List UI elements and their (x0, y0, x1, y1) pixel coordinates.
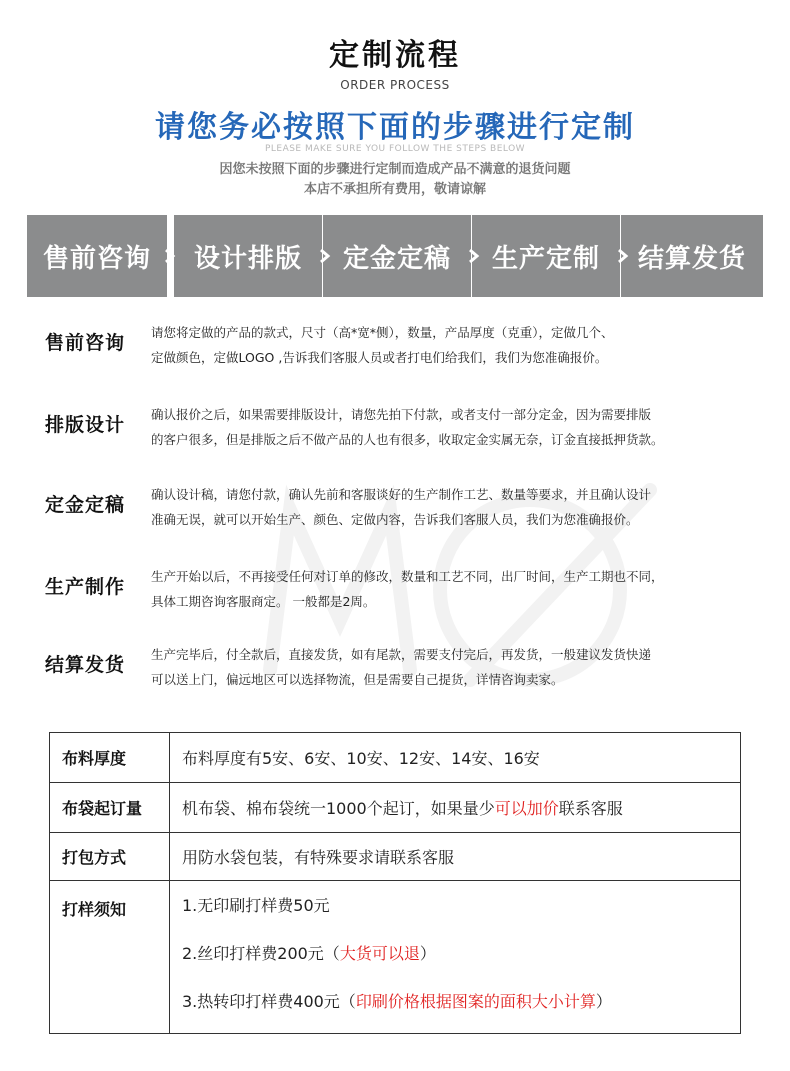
sample-highlight: 印刷价格根据图案的面积大小计算 (355, 992, 596, 1011)
table-row (50, 733, 741, 783)
detail-text (151, 402, 761, 452)
chevron-right-icon (163, 249, 177, 263)
moq-text: 联系客服 (558, 799, 623, 818)
detail-text (151, 482, 761, 532)
detail-line: 确认报价之后，如果需要排版设计，请您先拍下付款，或者支付一部分定金，因为需要排版 (151, 407, 652, 422)
detail-line: 具体工期咨询客服商定。 一般都是2周。 (151, 594, 376, 609)
detail-line: 生产开始以后，不再接受任何对订单的修改，数量和工艺不同，出厂时间，生产工期也不同， (151, 569, 664, 584)
sample-line-2 (182, 939, 740, 987)
headline-english: PLEASE MAKE SURE YOU FOLLOW THE STEPS BELOW (264, 144, 526, 154)
detail-text (151, 320, 761, 370)
chevron-right-icon (318, 249, 332, 263)
process-steps (27, 215, 763, 297)
chevron-right-icon (467, 249, 481, 263)
sample-line-3 (182, 987, 740, 1023)
detail-line: 确认设计稿，请您付款，确认先前和客服谈好的生产制作工艺、数量等要求，并且确认设计 (151, 487, 652, 502)
table-row (50, 833, 741, 881)
detail-line: 请您将定做的产品的款式，尺寸（高*宽*侧），数量，产品厚度（克重），定做几个、 (151, 325, 614, 340)
detail-line: 的客户很多，但是排版之后不做产品的人也有很多，收取定金实属无奈，订金直接抵押货款。 (151, 432, 664, 447)
detail-title: 排版设计 (45, 414, 126, 436)
step-shipping: 结算发货 (621, 215, 763, 297)
sample-label: 打样须知 (50, 881, 170, 1034)
page-title: 定制流程 (329, 38, 461, 73)
detail-line: 定做颜色，定做LOGO ,告诉我们客服人员或者打电们给我们，我们为您准确报价。 (151, 350, 608, 365)
detail-text (151, 642, 761, 692)
notice-line-1: 因您未按照下面的步骤进行定制而造成产品不满意的退货问题 (219, 162, 571, 177)
step-deposit: 定金定稿 (323, 215, 471, 297)
headline: 请您务必按照下面的步骤进行定制 (155, 110, 635, 145)
sample-text: ） (419, 944, 436, 963)
moq-label: 布袋起订量 (50, 783, 170, 833)
packing-value: 用防水袋包装，有特殊要求请联系客服 (170, 833, 741, 881)
spec-table (49, 732, 741, 1034)
step-presales: 售前咨询 (27, 215, 167, 297)
sample-highlight: 大货可以退 (339, 944, 420, 963)
sample-text: 3.热转印打样费400元（ (182, 992, 356, 1011)
detail-title: 生产制作 (45, 576, 126, 598)
page-header (0, 30, 790, 92)
sample-text: ） (595, 992, 612, 1011)
table-row (50, 783, 741, 833)
moq-text: 机布袋、棉布袋统一1000个起订，如果量少 (182, 799, 495, 818)
step-design: 设计排版 (174, 215, 322, 297)
fabric-value: 布料厚度有5安、6安、10安、12安、14安、16安 (170, 733, 741, 783)
fabric-label: 布料厚度 (50, 733, 170, 783)
sample-text: 2.丝印打样费200元（ (182, 944, 340, 963)
sample-value (170, 881, 741, 1034)
packing-label: 打包方式 (50, 833, 170, 881)
sample-line-1: 1.无印刷打样费50元 (182, 896, 330, 915)
table-row (50, 881, 741, 1034)
page-subtitle: ORDER PROCESS (340, 78, 450, 92)
detail-line: 准确无误，就可以开始生产、颜色、定做内容，告诉我们客服人员，我们为您准确报价。 (151, 512, 639, 527)
moq-highlight: 可以加价 (494, 799, 559, 818)
notice-line-2: 本店不承担所有费用，敬请谅解 (303, 182, 486, 197)
detail-title: 定金定稿 (45, 494, 126, 516)
detail-line: 生产完毕后，付全款后，直接发货，如有尾款，需要支付完后，再发货，一般建议发货快递 (151, 647, 652, 662)
step-production: 生产定制 (472, 215, 620, 297)
detail-line: 可以送上门，偏远地区可以选择物流，但是需要自己提货，详情咨询卖家。 (151, 672, 564, 687)
detail-text (151, 564, 761, 614)
moq-value (170, 783, 741, 833)
disclaimer-notice (0, 160, 790, 200)
detail-title: 结算发货 (45, 654, 126, 676)
detail-title: 售前咨询 (45, 332, 126, 354)
chevron-right-icon (616, 249, 630, 263)
